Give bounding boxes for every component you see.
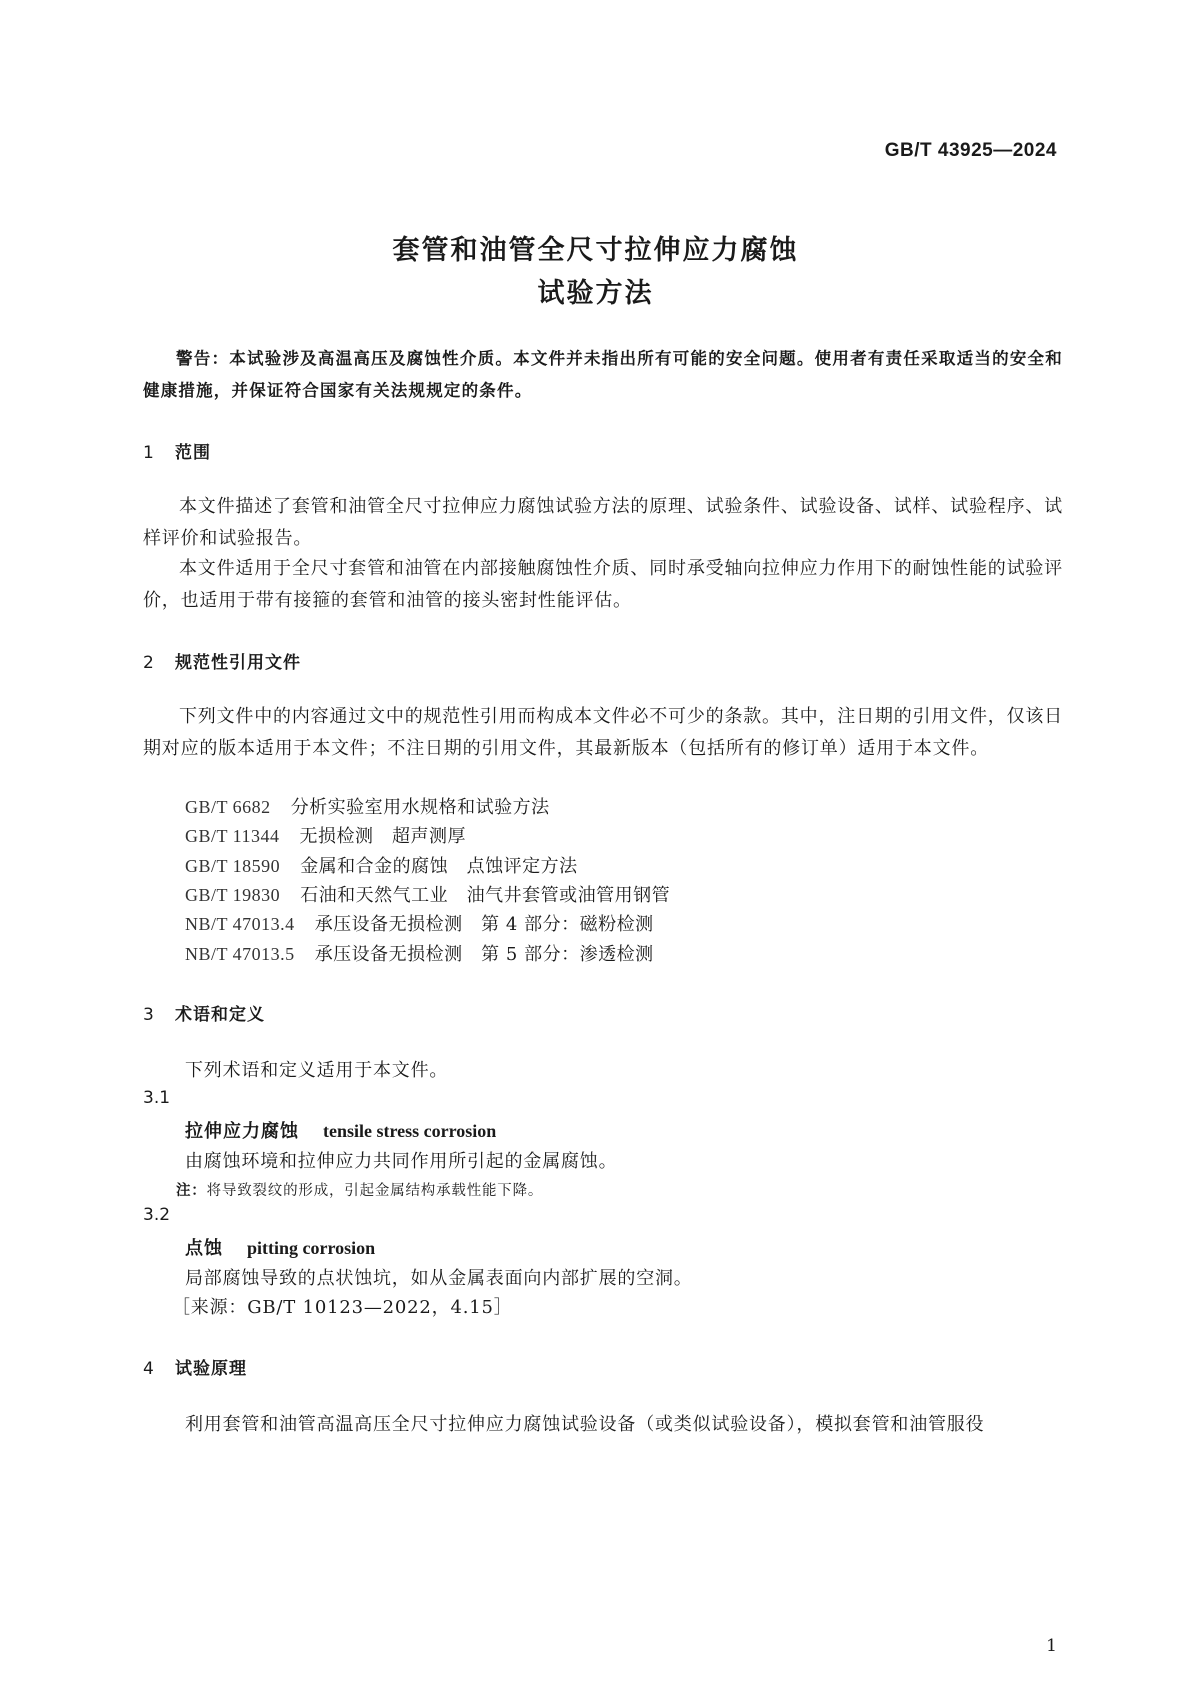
section-heading-terms-definitions [143, 1000, 265, 1025]
note-label: 注： [176, 1183, 207, 1199]
section-number: 2 [143, 653, 155, 673]
term-english: tensile stress corrosion [323, 1121, 497, 1141]
document-title-line1: 套管和油管全尺寸拉伸应力腐蚀 [392, 235, 799, 266]
reference-title: 分析实验室用水规格和试验方法 [290, 797, 550, 818]
references-intro: 下列文件中的内容通过文中的规范性引用而构成本文件必不可少的条款。其中，注日期的引用文件，仅该日期对应的版本适用于本文件；不注日期的引用文件，其最新版本（包括所有的修订单）适用于本文件。 [143, 706, 1063, 759]
section-title: 术语和定义 [175, 1005, 265, 1025]
terms-intro: 下列术语和定义适用于本文件。 [185, 1060, 449, 1081]
section-heading-test-principle [143, 1354, 247, 1379]
reference-item [185, 793, 550, 819]
section-title: 试验原理 [175, 1359, 247, 1379]
reference-item [185, 910, 654, 936]
term-number: 3.1 [143, 1088, 171, 1108]
section-number: 4 [143, 1359, 155, 1379]
section-heading-scope [143, 438, 211, 463]
reference-title: 无损检测 超声测厚 [299, 826, 467, 847]
reference-title: 石油和天然气工业 油气井套管或油管用钢管 [300, 885, 671, 906]
reference-code: GB/T 6682 [185, 797, 271, 817]
safety-warning: 警告：本试验涉及高温高压及腐蚀性介质。本文件并未指出所有可能的安全问题。使用者有责任采取适当的安全和健康措施，并保证符合国家有关法规规定的条件。 [143, 349, 1063, 400]
term-heading [185, 1234, 375, 1260]
term-heading [185, 1117, 496, 1143]
reference-item [185, 940, 654, 966]
standard-number: GB/T 43925—2024 [884, 140, 1057, 161]
note-text: 将导致裂纹的形成，引起金属结构承载性能下降。 [206, 1183, 544, 1199]
term-note [176, 1179, 543, 1200]
term-number: 3.2 [143, 1205, 171, 1225]
term-chinese: 拉伸应力腐蚀 [185, 1121, 299, 1142]
section-title: 规范性引用文件 [175, 653, 301, 673]
reference-code: GB/T 11344 [185, 826, 280, 846]
reference-title: 承压设备无损检测 第 4 部分：磁粉检测 [314, 914, 654, 935]
principle-paragraph: 利用套管和油管高温高压全尺寸拉伸应力腐蚀试验设备（或类似试验设备），模拟套管和油管服役 [185, 1414, 985, 1435]
page-number: 1 [1046, 1636, 1057, 1656]
section-heading-normative-references [143, 648, 301, 673]
reference-title: 承压设备无损检测 第 5 部分：渗透检测 [314, 944, 654, 965]
section-title: 范围 [175, 443, 211, 463]
reference-title: 金属和合金的腐蚀 点蚀评定方法 [300, 856, 578, 877]
term-definition: 由腐蚀环境和拉伸应力共同作用所引起的金属腐蚀。 [185, 1151, 618, 1172]
term-chinese: 点蚀 [185, 1238, 223, 1259]
reference-code: NB/T 47013.5 [185, 944, 295, 964]
term-definition: 局部腐蚀导致的点状蚀坑，如从金属表面向内部扩展的空洞。 [185, 1268, 693, 1289]
section-number: 3 [143, 1005, 155, 1025]
reference-item [185, 822, 466, 848]
term-source: ［来源：GB/T 10123—2022，4.15］ [172, 1297, 513, 1318]
reference-code: GB/T 18590 [185, 856, 281, 876]
term-english: pitting corrosion [247, 1238, 376, 1258]
section-number: 1 [143, 443, 155, 463]
scope-paragraph-1: 本文件描述了套管和油管全尺寸拉伸应力腐蚀试验方法的原理、试验条件、试验设备、试样、试验程序、试样评价和试验报告。 [143, 496, 1063, 549]
reference-code: GB/T 19830 [185, 885, 281, 905]
reference-code: NB/T 47013.4 [185, 914, 295, 934]
document-title-line2: 试验方法 [537, 278, 654, 309]
reference-item [185, 881, 670, 907]
reference-item [185, 852, 578, 878]
scope-paragraph-2: 本文件适用于全尺寸套管和油管在内部接触腐蚀性介质、同时承受轴向拉伸应力作用下的耐蚀性能的试验评价，也适用于带有接箍的套管和油管的接头密封性能评估。 [143, 558, 1063, 611]
